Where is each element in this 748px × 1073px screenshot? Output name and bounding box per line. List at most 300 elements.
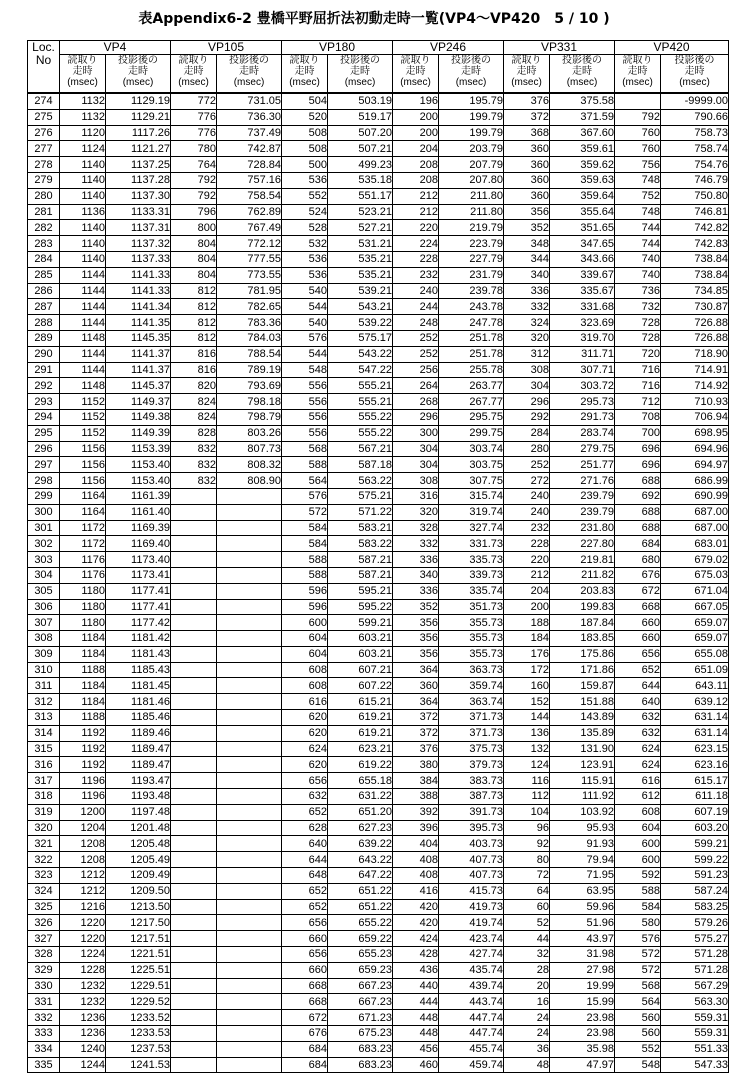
raw-time-cell: 308 [504, 362, 550, 378]
projected-time-cell: 757.16 [217, 172, 282, 188]
table-row [28, 441, 729, 457]
table-row [28, 236, 729, 252]
vp-group-header: VP246 [393, 41, 504, 55]
raw-time-cell: 532 [282, 236, 328, 252]
table-row [28, 1026, 729, 1042]
projected-time-cell: 379.73 [439, 757, 504, 773]
projected-time-cell: 762.89 [217, 204, 282, 220]
projected-time-cell: 1189.47 [106, 741, 171, 757]
projected-time-cell: 1237.53 [106, 1041, 171, 1057]
vp-group-header: VP105 [171, 41, 282, 55]
loc-number-cell: 306 [28, 599, 60, 615]
projected-time-cell [217, 646, 282, 662]
table-row [28, 646, 729, 662]
raw-time-cell: 688 [615, 473, 661, 489]
projected-time-cell: 187.84 [550, 615, 615, 631]
loc-number-cell: 279 [28, 172, 60, 188]
projected-time-cell [217, 1026, 282, 1042]
raw-time-cell: 564 [282, 473, 328, 489]
raw-time-cell: 360 [504, 157, 550, 173]
projected-time-cell: 1129.19 [106, 93, 171, 109]
raw-time-cell: 176 [504, 646, 550, 662]
raw-time-cell: 624 [615, 757, 661, 773]
raw-time-cell: 696 [615, 441, 661, 457]
raw-time-cell: 600 [615, 836, 661, 852]
projected-time-cell: 675.23 [328, 1026, 393, 1042]
projected-time-cell: 63.95 [550, 883, 615, 899]
projected-time-cell [217, 1010, 282, 1026]
projected-time-cell [217, 710, 282, 726]
projected-time-cell: 742.82 [661, 220, 729, 236]
raw-time-cell: 220 [504, 552, 550, 568]
raw-time-cell: 296 [504, 394, 550, 410]
raw-time-cell [171, 678, 217, 694]
raw-time-cell: 1172 [60, 536, 106, 552]
raw-time-cell: 356 [393, 615, 439, 631]
raw-time-header: 読取り 走時 (msec) [171, 55, 217, 94]
raw-time-cell: 440 [393, 978, 439, 994]
raw-time-header: 読取り 走時 (msec) [504, 55, 550, 94]
raw-time-cell: 392 [393, 804, 439, 820]
projected-time-cell: 563.22 [328, 473, 393, 489]
raw-time-cell: 336 [504, 283, 550, 299]
raw-time-cell: 832 [171, 457, 217, 473]
projected-time-cell: 207.80 [439, 172, 504, 188]
projected-time-cell: 726.88 [661, 330, 729, 346]
raw-time-cell: 1216 [60, 899, 106, 915]
projected-time-cell: 1137.28 [106, 172, 171, 188]
raw-time-cell: 672 [615, 583, 661, 599]
raw-time-cell: 356 [393, 631, 439, 647]
loc-number-cell: 315 [28, 741, 60, 757]
raw-time-cell: 424 [393, 931, 439, 947]
raw-time-cell: 632 [282, 789, 328, 805]
projected-time-cell: 555.21 [328, 378, 393, 394]
projected-time-cell: 335.67 [550, 283, 615, 299]
projected-time-cell: 19.99 [550, 978, 615, 994]
loc-number-cell: 301 [28, 520, 60, 536]
raw-time-cell: 1188 [60, 710, 106, 726]
raw-time-cell: 652 [282, 899, 328, 915]
projected-time-cell: 583.22 [328, 536, 393, 552]
projected-time-cell: 395.73 [439, 820, 504, 836]
raw-time-cell: 356 [393, 646, 439, 662]
projected-time-cell: 247.78 [439, 315, 504, 331]
projected-time-cell: 767.49 [217, 220, 282, 236]
projected-time-cell: 575.17 [328, 330, 393, 346]
raw-time-cell: 800 [171, 220, 217, 236]
raw-time-cell: 1172 [60, 520, 106, 536]
raw-time-cell: 804 [171, 251, 217, 267]
projected-time-cell: 1141.33 [106, 283, 171, 299]
raw-time-cell: 656 [282, 915, 328, 931]
raw-time-cell [171, 868, 217, 884]
raw-time-cell: 796 [171, 204, 217, 220]
projected-time-cell: 651.09 [661, 662, 729, 678]
table-row [28, 1010, 729, 1026]
raw-time-cell: 668 [615, 599, 661, 615]
raw-time-cell: 144 [504, 710, 550, 726]
raw-time-cell: 364 [393, 662, 439, 678]
projected-time-cell: 543.22 [328, 346, 393, 362]
raw-time-cell: 256 [393, 362, 439, 378]
projected-time-cell: 175.86 [550, 646, 615, 662]
projected-time-cell: 367.60 [550, 125, 615, 141]
raw-time-cell: 576 [282, 330, 328, 346]
projected-time-cell: 1225.51 [106, 962, 171, 978]
raw-time-cell: 752 [615, 188, 661, 204]
projected-time-cell [217, 915, 282, 931]
raw-time-cell: 660 [282, 962, 328, 978]
projected-time-cell: 1141.34 [106, 299, 171, 315]
projected-time-cell: 698.95 [661, 425, 729, 441]
projected-time-cell: 519.17 [328, 109, 393, 125]
raw-time-cell: 660 [615, 631, 661, 647]
raw-time-cell [171, 520, 217, 536]
raw-time-cell: 340 [504, 267, 550, 283]
projected-time-cell: 1173.41 [106, 567, 171, 583]
raw-time-cell: 1196 [60, 789, 106, 805]
raw-time-cell: 816 [171, 362, 217, 378]
raw-time-cell: 1228 [60, 962, 106, 978]
projected-time-cell: 647.22 [328, 868, 393, 884]
raw-time-cell: 608 [282, 662, 328, 678]
raw-time-cell: 1144 [60, 299, 106, 315]
projected-time-cell: 1197.48 [106, 804, 171, 820]
projected-time-cell: 1217.51 [106, 931, 171, 947]
projected-time-cell: 619.21 [328, 710, 393, 726]
raw-time-cell [171, 694, 217, 710]
raw-time-cell: 380 [393, 757, 439, 773]
table-row [28, 504, 729, 520]
raw-time-cell: 376 [504, 93, 550, 109]
raw-time-cell: 740 [615, 251, 661, 267]
loc-number-cell: 328 [28, 947, 60, 963]
projected-time-cell: 159.87 [550, 678, 615, 694]
projected-time-cell: 694.97 [661, 457, 729, 473]
raw-time-cell: 716 [615, 378, 661, 394]
raw-time-cell: 656 [282, 947, 328, 963]
loc-number-cell: 304 [28, 567, 60, 583]
projected-time-cell: 1161.40 [106, 504, 171, 520]
projected-time-cell: 79.94 [550, 852, 615, 868]
raw-time-cell [171, 804, 217, 820]
raw-time-cell: 396 [393, 820, 439, 836]
projected-time-cell: 789.19 [217, 362, 282, 378]
projected-time-cell: 1145.35 [106, 330, 171, 346]
projected-time-cell: 503.19 [328, 93, 393, 109]
raw-time-cell: 228 [393, 251, 439, 267]
raw-time-cell: 620 [282, 725, 328, 741]
raw-time-cell: 332 [504, 299, 550, 315]
projected-time-cell: 579.26 [661, 915, 729, 931]
raw-time-cell: 556 [282, 425, 328, 441]
table-row [28, 789, 729, 805]
projected-time-cell: 227.80 [550, 536, 615, 552]
table-row [28, 899, 729, 915]
loc-number-cell: 285 [28, 267, 60, 283]
raw-time-cell: 28 [504, 962, 550, 978]
raw-time-cell: 624 [615, 741, 661, 757]
raw-time-cell [171, 1057, 217, 1073]
projected-time-cell: 1189.47 [106, 757, 171, 773]
raw-time-cell: 792 [171, 188, 217, 204]
loc-number-cell: 331 [28, 994, 60, 1010]
projected-time-cell: 619.22 [328, 757, 393, 773]
projected-time-cell: 758.54 [217, 188, 282, 204]
projected-time-cell: 714.91 [661, 362, 729, 378]
raw-time-cell: 608 [282, 678, 328, 694]
projected-time-cell: 655.23 [328, 947, 393, 963]
projected-time-cell: 603.20 [661, 820, 729, 836]
raw-time-cell: 1244 [60, 1057, 106, 1073]
table-row [28, 315, 729, 331]
raw-time-cell: 572 [615, 947, 661, 963]
raw-time-cell [615, 93, 661, 109]
raw-time-cell: 456 [393, 1041, 439, 1057]
raw-time-cell: 312 [504, 346, 550, 362]
projected-time-cell: 335.73 [439, 552, 504, 568]
raw-time-cell: 1144 [60, 346, 106, 362]
loc-number-cell: 326 [28, 915, 60, 931]
projected-time-cell: 615.17 [661, 773, 729, 789]
projected-time-cell: 355.73 [439, 615, 504, 631]
raw-time-cell [171, 552, 217, 568]
raw-time-cell: 388 [393, 789, 439, 805]
projected-time-cell [217, 567, 282, 583]
raw-time-cell: 1212 [60, 883, 106, 899]
projected-time-cell: 319.70 [550, 330, 615, 346]
raw-time-cell: 1140 [60, 188, 106, 204]
loc-no-header: Loc. No [28, 41, 60, 94]
raw-time-cell [171, 789, 217, 805]
table-row [28, 820, 729, 836]
projected-time-cell [217, 899, 282, 915]
projected-time-cell: 730.87 [661, 299, 729, 315]
loc-number-cell: 324 [28, 883, 60, 899]
raw-time-cell: 1208 [60, 836, 106, 852]
projected-time-cell: 539.21 [328, 283, 393, 299]
raw-time-cell: 832 [171, 473, 217, 489]
raw-time-cell [171, 852, 217, 868]
raw-time-cell: 728 [615, 315, 661, 331]
raw-time-cell [171, 931, 217, 947]
raw-time-cell [171, 536, 217, 552]
table-row [28, 552, 729, 568]
projected-time-cell: 694.96 [661, 441, 729, 457]
projected-time-cell [217, 1041, 282, 1057]
raw-time-cell: 720 [615, 346, 661, 362]
projected-time-cell: 227.79 [439, 251, 504, 267]
projected-time-cell: 750.80 [661, 188, 729, 204]
projected-time-cell: 746.81 [661, 204, 729, 220]
projected-time-cell: 631.14 [661, 725, 729, 741]
projected-time-cell: 784.03 [217, 330, 282, 346]
projected-time-cell: 1217.50 [106, 915, 171, 931]
raw-time-cell: 1188 [60, 662, 106, 678]
table-row [28, 267, 729, 283]
raw-time-cell: 544 [282, 299, 328, 315]
raw-time-cell: 408 [393, 868, 439, 884]
loc-number-cell: 335 [28, 1057, 60, 1073]
loc-number-cell: 334 [28, 1041, 60, 1057]
raw-time-cell: 548 [282, 362, 328, 378]
vp-group-header: VP331 [504, 41, 615, 55]
raw-time-cell: 604 [615, 820, 661, 836]
projected-time-cell: 507.20 [328, 125, 393, 141]
table-row [28, 804, 729, 820]
vp-group-header: VP420 [615, 41, 729, 55]
projected-time-cell: 1141.37 [106, 362, 171, 378]
projected-time-cell: 595.21 [328, 583, 393, 599]
raw-time-cell: 112 [504, 789, 550, 805]
raw-time-cell: 444 [393, 994, 439, 1010]
raw-time-cell: 740 [615, 267, 661, 283]
raw-time-cell [171, 820, 217, 836]
projected-time-cell [217, 883, 282, 899]
raw-time-cell: 620 [282, 757, 328, 773]
raw-time-cell: 124 [504, 757, 550, 773]
table-row [28, 536, 729, 552]
loc-number-cell: 303 [28, 552, 60, 568]
loc-number-cell: 288 [28, 315, 60, 331]
raw-time-cell: 616 [282, 694, 328, 710]
raw-time-cell: 816 [171, 346, 217, 362]
loc-number-cell: 311 [28, 678, 60, 694]
projected-time-cell: 1137.30 [106, 188, 171, 204]
projected-time-cell: 407.73 [439, 852, 504, 868]
loc-number-cell: 295 [28, 425, 60, 441]
table-row [28, 520, 729, 536]
projected-time-cell [217, 678, 282, 694]
raw-time-cell: 536 [282, 251, 328, 267]
raw-time-cell: 48 [504, 1057, 550, 1073]
projected-time-header: 投影後の 走時 (msec) [217, 55, 282, 94]
projected-time-cell: 683.23 [328, 1057, 393, 1073]
raw-time-header: 読取り 走時 (msec) [615, 55, 661, 94]
raw-time-cell: 184 [504, 631, 550, 647]
raw-time-cell: 1156 [60, 457, 106, 473]
projected-time-cell: 543.21 [328, 299, 393, 315]
projected-time-cell: 575.21 [328, 488, 393, 504]
projected-time-cell: 263.77 [439, 378, 504, 394]
raw-time-cell: 1204 [60, 820, 106, 836]
raw-time-cell: 700 [615, 425, 661, 441]
projected-time-cell [217, 599, 282, 615]
projected-time-cell: 211.80 [439, 188, 504, 204]
projected-time-cell: 103.92 [550, 804, 615, 820]
table-row [28, 868, 729, 884]
projected-time-cell: 371.73 [439, 710, 504, 726]
loc-number-cell: 283 [28, 236, 60, 252]
projected-time-cell: 726.88 [661, 315, 729, 331]
raw-time-cell: 372 [393, 725, 439, 741]
raw-time-cell: 620 [282, 710, 328, 726]
raw-time-cell: 660 [615, 615, 661, 631]
raw-time-cell: 132 [504, 741, 550, 757]
projected-time-cell: 359.61 [550, 141, 615, 157]
raw-time-cell: 604 [282, 631, 328, 647]
projected-time-cell: 1201.48 [106, 820, 171, 836]
projected-time-cell: 587.18 [328, 457, 393, 473]
table-row [28, 994, 729, 1010]
raw-time-cell: 812 [171, 330, 217, 346]
projected-time-cell: 351.65 [550, 220, 615, 236]
projected-time-cell: 151.88 [550, 694, 615, 710]
projected-time-cell: 303.75 [439, 457, 504, 473]
projected-time-cell: 615.21 [328, 694, 393, 710]
raw-time-cell: 268 [393, 394, 439, 410]
raw-time-cell [171, 599, 217, 615]
table-row [28, 947, 729, 963]
raw-time-header: 読取り 走時 (msec) [393, 55, 439, 94]
raw-time-cell: 536 [282, 172, 328, 188]
raw-time-cell: 756 [615, 157, 661, 173]
raw-time-cell: 52 [504, 915, 550, 931]
projected-time-cell [217, 694, 282, 710]
raw-time-cell: 172 [504, 662, 550, 678]
raw-time-cell: 1140 [60, 172, 106, 188]
projected-time-cell: 43.97 [550, 931, 615, 947]
projected-time-cell: 627.23 [328, 820, 393, 836]
loc-number-cell: 313 [28, 710, 60, 726]
raw-time-cell: 332 [393, 536, 439, 552]
projected-time-cell: 639.22 [328, 836, 393, 852]
projected-time-cell: 91.93 [550, 836, 615, 852]
projected-time-cell: 291.73 [550, 409, 615, 425]
raw-time-cell: 188 [504, 615, 550, 631]
raw-time-cell: 1140 [60, 236, 106, 252]
raw-time-cell: 824 [171, 394, 217, 410]
raw-time-cell: 580 [615, 915, 661, 931]
raw-time-cell: 508 [282, 141, 328, 157]
raw-time-cell: 244 [393, 299, 439, 315]
projected-time-cell: 551.17 [328, 188, 393, 204]
projected-time-cell [217, 1057, 282, 1073]
projected-time-cell: 575.27 [661, 931, 729, 947]
projected-time-cell [217, 804, 282, 820]
raw-time-cell: 304 [393, 441, 439, 457]
projected-time-cell: 603.21 [328, 631, 393, 647]
raw-time-cell: 604 [282, 646, 328, 662]
projected-time-cell [217, 488, 282, 504]
projected-time-cell: 607.21 [328, 662, 393, 678]
raw-time-cell: 1144 [60, 315, 106, 331]
projected-time-cell: 754.76 [661, 157, 729, 173]
projected-time-cell: 651.22 [328, 883, 393, 899]
raw-time-cell: 336 [393, 552, 439, 568]
projected-time-cell: 659.07 [661, 615, 729, 631]
projected-time-cell [217, 615, 282, 631]
raw-time-cell: 600 [282, 615, 328, 631]
projected-time-cell: 375.73 [439, 741, 504, 757]
projected-time-cell: 435.74 [439, 962, 504, 978]
raw-time-cell: 1120 [60, 125, 106, 141]
projected-time-cell: 603.21 [328, 646, 393, 662]
raw-time-cell: 732 [615, 299, 661, 315]
raw-time-cell: 536 [282, 267, 328, 283]
raw-time-cell: 688 [615, 504, 661, 520]
raw-time-cell: 60 [504, 899, 550, 915]
loc-number-cell: 280 [28, 188, 60, 204]
loc-number-cell: 308 [28, 631, 60, 647]
projected-time-cell: 111.92 [550, 789, 615, 805]
projected-time-cell: 355.73 [439, 646, 504, 662]
projected-time-cell: 643.11 [661, 678, 729, 694]
projected-time-cell: 1121.27 [106, 141, 171, 157]
table-row [28, 1057, 729, 1073]
projected-time-cell: 1181.46 [106, 694, 171, 710]
